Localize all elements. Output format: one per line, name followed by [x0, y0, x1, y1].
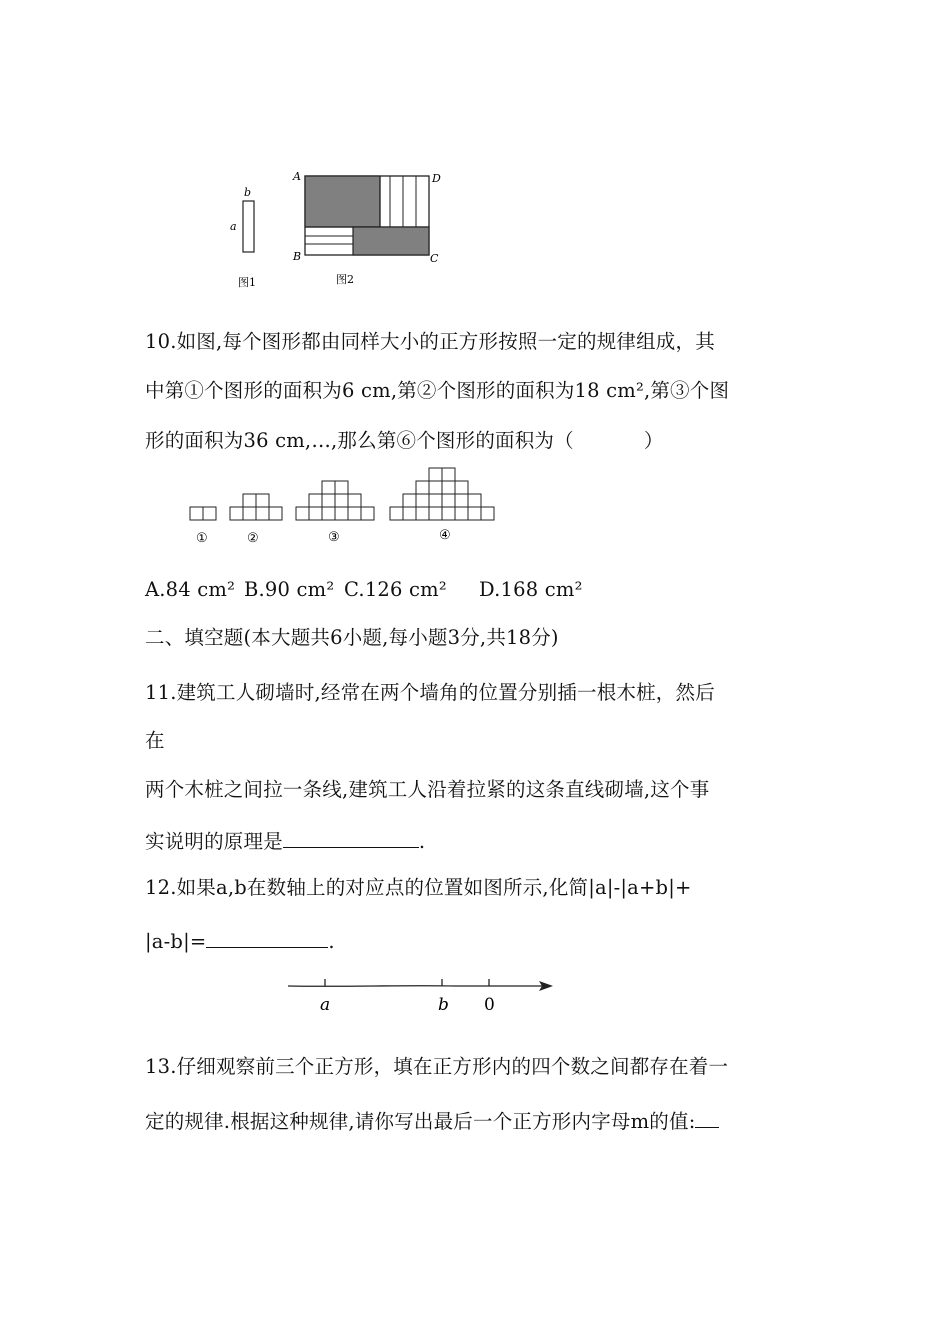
q12-answer-blank[interactable]: [206, 929, 328, 948]
number-line: [285, 972, 555, 1018]
q11-line2: 在: [145, 729, 165, 752]
fig2-shaded-top: [305, 176, 380, 227]
pattern-shape-1: [190, 507, 216, 520]
fig2-caption: 图2: [336, 273, 354, 286]
fig2-label-B: B: [293, 250, 302, 263]
q10-option-a: A.84 cm²: [145, 578, 236, 601]
fig2-shaded-bottom: [353, 227, 429, 255]
q13-line2-text: 定的规律.根据这种规律,请你写出最后一个正方形内字母m的值:: [145, 1110, 696, 1133]
pattern-label-4: ④: [439, 528, 451, 543]
q10-line1: 10.如图,每个图形都由同样大小的正方形按照一定的规律组成，其: [145, 330, 715, 353]
q12-line2: [145, 929, 335, 952]
fig1-caption: 图1: [238, 276, 256, 289]
q12-line1: 12.如果a,b在数轴上的对应点的位置如图所示,化简|a|-|a+b|+: [145, 876, 692, 899]
fig1-label-a: a: [230, 220, 237, 233]
fig1-rectangle: [243, 201, 254, 252]
q10-line3-close: ）: [643, 429, 664, 452]
q10-line3: [145, 431, 664, 451]
fig2-label-A: A: [293, 170, 301, 183]
pattern-shape-3: [296, 481, 374, 520]
q13-line2: [145, 1109, 719, 1132]
pattern-label-2: ②: [247, 531, 259, 546]
q11-line1: 11.建筑工人砌墙时,经常在两个墙角的位置分别插一根木桩，然后: [145, 681, 715, 704]
fig2-label-C: C: [430, 252, 439, 265]
q11-line4-prefix: 实说明的原理是: [145, 830, 283, 853]
q10-option-d: D.168 cm²: [479, 578, 583, 601]
fig1-label-b: b: [244, 186, 252, 199]
q11-line4-suffix: .: [418, 830, 426, 853]
q12-line2-suffix: .: [328, 930, 335, 953]
q11-line4: [145, 829, 425, 852]
number-line-axis: [288, 986, 543, 987]
q13-answer-blank[interactable]: [695, 1109, 719, 1128]
pattern-label-1: ①: [196, 531, 208, 546]
square-pattern-figure: [185, 464, 505, 548]
axis-label-zero: 0: [484, 995, 495, 1015]
q12-line2-prefix: |a-b|=: [145, 930, 207, 953]
axis-label-a: a: [320, 995, 331, 1015]
rectangle-figure: [225, 160, 455, 295]
q10-option-c: C.126 cm²: [344, 578, 447, 601]
q10-option-b: B.90 cm²: [244, 578, 335, 601]
q10-line2: 中第①个图形的面积为6 cm,第②个图形的面积为18 cm²,第③个图: [145, 379, 730, 402]
pattern-shape-4: [390, 468, 494, 520]
q11-answer-blank[interactable]: [283, 829, 419, 848]
q10-line3-text: 形的面积为36 cm,…,那么第⑥个图形的面积为（: [145, 429, 574, 452]
section-heading: 二、填空题(本大题共6小题,每小题3分,共18分): [145, 626, 559, 649]
pattern-shape-2: [230, 494, 282, 520]
q13-line1: 13.仔细观察前三个正方形，填在正方形内的四个数之间都存在着一: [145, 1055, 729, 1078]
axis-label-b: b: [438, 995, 449, 1015]
fig2-label-D: D: [432, 172, 441, 185]
q11-line3: 两个木桩之间拉一条线,建筑工人沿着拉紧的这条直线砌墙,这个事: [145, 778, 710, 801]
pattern-label-3: ③: [328, 530, 340, 545]
